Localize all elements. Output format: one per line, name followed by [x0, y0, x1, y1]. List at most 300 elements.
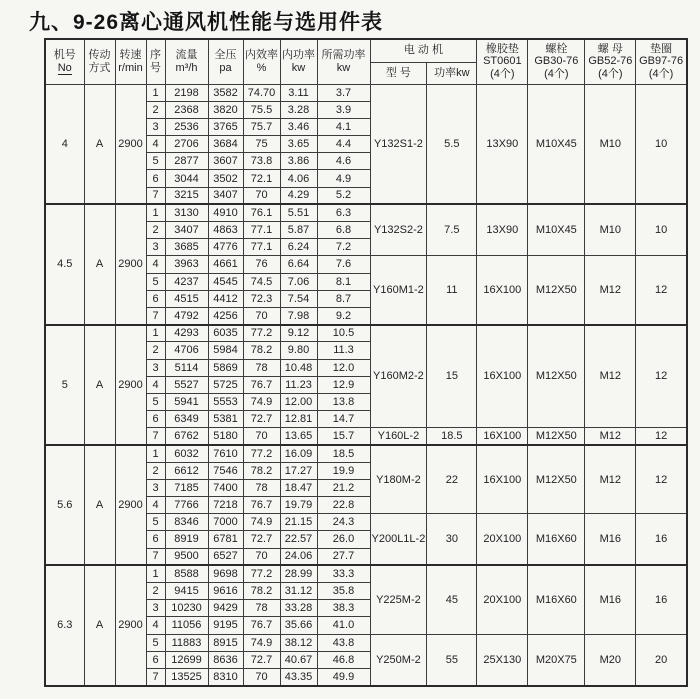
- cell-pressure: 3407: [208, 187, 243, 204]
- cell-eff: 75.7: [243, 118, 280, 135]
- cell-seq: 6: [146, 411, 165, 428]
- cell-flow: 2536: [165, 118, 208, 135]
- cell-flow: 4792: [165, 307, 208, 324]
- cell-req: 22.8: [317, 497, 370, 514]
- cell-motor-nut: M12: [585, 325, 636, 428]
- cell-motor-model: Y160M2-2: [370, 325, 427, 428]
- cell-pressure: 5725: [208, 376, 243, 393]
- cell-seq: 7: [146, 428, 165, 445]
- cell-power: 43.35: [280, 668, 317, 685]
- cell-motor-bolt: M10X45: [528, 204, 585, 256]
- cell-motor-kw: 45: [427, 565, 477, 634]
- cell-req: 4.6: [317, 153, 370, 170]
- cell-eff: 76.1: [243, 204, 280, 221]
- cell-pressure: 4863: [208, 222, 243, 239]
- cell-req: 19.9: [317, 462, 370, 479]
- cell-power: 3.28: [280, 101, 317, 118]
- cell-req: 9.2: [317, 307, 370, 324]
- cell-req: 38.3: [317, 600, 370, 617]
- cell-power: 22.57: [280, 531, 317, 548]
- cell-motor-pad: 20X100: [477, 514, 528, 566]
- cell-seq: 4: [146, 497, 165, 514]
- cell-req: 26.0: [317, 531, 370, 548]
- cell-power: 31.12: [280, 582, 317, 599]
- cell-pressure: 9698: [208, 565, 243, 582]
- cell-pressure: 8636: [208, 651, 243, 668]
- cell-flow: 11056: [165, 617, 208, 634]
- cell-drive-mode: A: [84, 445, 115, 565]
- cell-req: 12.9: [317, 376, 370, 393]
- cell-eff: 72.1: [243, 170, 280, 187]
- cell-motor-nut: M12: [585, 428, 636, 445]
- cell-motor-model: Y132S1-2: [370, 84, 427, 204]
- cell-seq: 6: [146, 290, 165, 307]
- cell-motor-model: Y225M-2: [370, 565, 427, 634]
- cell-motor-kw: 30: [427, 514, 477, 566]
- cell-power: 5.51: [280, 204, 317, 221]
- cell-motor-nut: M12: [585, 256, 636, 325]
- page-title: 九、9-26离心通风机性能与选用件表: [29, 11, 384, 34]
- cell-power: 12.81: [280, 411, 317, 428]
- cell-pressure: 6035: [208, 325, 243, 342]
- cell-motor-washer: 12: [636, 325, 687, 428]
- header-no: 机号 No: [45, 39, 84, 84]
- cell-eff: 73.8: [243, 153, 280, 170]
- cell-flow: 6612: [165, 462, 208, 479]
- cell-machine-no: 5: [45, 325, 84, 445]
- cell-motor-kw: 22: [427, 445, 477, 514]
- cell-seq: 6: [146, 531, 165, 548]
- header-efficiency: 内效率 %: [243, 39, 280, 84]
- cell-req: 5.2: [317, 187, 370, 204]
- cell-req: 46.8: [317, 651, 370, 668]
- cell-eff: 74.9: [243, 634, 280, 651]
- cell-rpm: 2900: [115, 565, 146, 685]
- cell-pressure: 4661: [208, 256, 243, 273]
- cell-seq: 4: [146, 256, 165, 273]
- cell-power: 18.47: [280, 479, 317, 496]
- cell-drive-mode: A: [84, 325, 115, 445]
- cell-seq: 1: [146, 204, 165, 221]
- cell-req: 43.8: [317, 634, 370, 651]
- header-nut: 螺 母 GB52-76 (4个): [585, 39, 636, 84]
- cell-motor-kw: 18.5: [427, 428, 477, 445]
- header-rpm: 转速 r/min: [115, 39, 146, 84]
- cell-motor-pad: 16X100: [477, 445, 528, 514]
- cell-eff: 76: [243, 256, 280, 273]
- header-washer: 垫圈 GB97-76 (4个): [636, 39, 687, 84]
- cell-motor-nut: M10: [585, 84, 636, 204]
- cell-flow: 4515: [165, 290, 208, 307]
- cell-power: 9.12: [280, 325, 317, 342]
- cell-power: 35.66: [280, 617, 317, 634]
- cell-pressure: 5381: [208, 411, 243, 428]
- cell-motor-kw: 11: [427, 256, 477, 325]
- cell-motor-kw: 55: [427, 634, 477, 686]
- cell-eff: 76.7: [243, 497, 280, 514]
- cell-motor-bolt: M12X50: [528, 325, 585, 428]
- cell-pressure: 5180: [208, 428, 243, 445]
- cell-pressure: 6781: [208, 531, 243, 548]
- cell-eff: 77.2: [243, 445, 280, 462]
- header-power: 内功率 kw: [280, 39, 317, 84]
- cell-power: 11.23: [280, 376, 317, 393]
- table-body: [45, 84, 687, 686]
- cell-rpm: 2900: [115, 204, 146, 324]
- cell-eff: 78: [243, 359, 280, 376]
- cell-req: 24.3: [317, 514, 370, 531]
- cell-seq: 3: [146, 479, 165, 496]
- cell-req: 7.6: [317, 256, 370, 273]
- cell-power: 38.12: [280, 634, 317, 651]
- cell-drive-mode: A: [84, 204, 115, 324]
- cell-power: 19.79: [280, 497, 317, 514]
- cell-motor-nut: M10: [585, 204, 636, 256]
- cell-eff: 75: [243, 136, 280, 153]
- cell-seq: 5: [146, 514, 165, 531]
- cell-eff: 70: [243, 307, 280, 324]
- cell-seq: 1: [146, 565, 165, 582]
- cell-eff: 74.9: [243, 514, 280, 531]
- cell-motor-pad: 13X90: [477, 204, 528, 256]
- cell-req: 21.2: [317, 479, 370, 496]
- cell-flow: 9415: [165, 582, 208, 599]
- cell-eff: 72.7: [243, 411, 280, 428]
- cell-machine-no: 6.3: [45, 565, 84, 685]
- cell-motor-model: Y180M-2: [370, 445, 427, 514]
- cell-seq: 2: [146, 462, 165, 479]
- cell-rpm: 2900: [115, 84, 146, 204]
- cell-machine-no: 4.5: [45, 204, 84, 324]
- cell-eff: 77.1: [243, 222, 280, 239]
- cell-power: 21.15: [280, 514, 317, 531]
- cell-req: 8.1: [317, 273, 370, 290]
- cell-pressure: 4412: [208, 290, 243, 307]
- cell-eff: 70: [243, 668, 280, 685]
- cell-seq: 6: [146, 170, 165, 187]
- cell-power: 3.65: [280, 136, 317, 153]
- header-flow: 流量 m³/h: [165, 39, 208, 84]
- cell-req: 8.7: [317, 290, 370, 307]
- cell-flow: 5941: [165, 393, 208, 410]
- cell-pressure: 9616: [208, 582, 243, 599]
- cell-motor-washer: 10: [636, 84, 687, 204]
- cell-motor-washer: 20: [636, 634, 687, 686]
- cell-req: 13.8: [317, 393, 370, 410]
- cell-req: 6.8: [317, 222, 370, 239]
- cell-eff: 76.7: [243, 617, 280, 634]
- cell-req: 4.1: [317, 118, 370, 135]
- cell-rpm: 2900: [115, 445, 146, 565]
- cell-pressure: 4545: [208, 273, 243, 290]
- cell-flow: 2198: [165, 84, 208, 101]
- cell-pressure: 3820: [208, 101, 243, 118]
- cell-flow: 6762: [165, 428, 208, 445]
- cell-power: 7.54: [280, 290, 317, 307]
- cell-flow: 4237: [165, 273, 208, 290]
- cell-eff: 78: [243, 479, 280, 496]
- cell-drive-mode: A: [84, 84, 115, 204]
- cell-seq: 4: [146, 376, 165, 393]
- cell-flow: 5527: [165, 376, 208, 393]
- cell-pressure: 7400: [208, 479, 243, 496]
- cell-motor-bolt: M12X50: [528, 256, 585, 325]
- cell-power: 24.06: [280, 548, 317, 565]
- cell-seq: 7: [146, 668, 165, 685]
- cell-seq: 1: [146, 84, 165, 101]
- cell-req: 3.9: [317, 101, 370, 118]
- cell-eff: 78.2: [243, 462, 280, 479]
- cell-seq: 3: [146, 600, 165, 617]
- cell-motor-model: Y160L-2: [370, 428, 427, 445]
- cell-motor-washer: 10: [636, 204, 687, 256]
- cell-pressure: 8915: [208, 634, 243, 651]
- cell-power: 4.29: [280, 187, 317, 204]
- cell-pressure: 5984: [208, 342, 243, 359]
- cell-flow: 6032: [165, 445, 208, 462]
- cell-motor-bolt: M12X50: [528, 445, 585, 514]
- cell-flow: 4293: [165, 325, 208, 342]
- cell-seq: 2: [146, 222, 165, 239]
- cell-motor-pad: 20X100: [477, 565, 528, 634]
- cell-flow: 8919: [165, 531, 208, 548]
- header-motor-model: 型 号: [370, 62, 427, 84]
- cell-req: 49.9: [317, 668, 370, 685]
- cell-power: 9.80: [280, 342, 317, 359]
- cell-motor-pad: 16X100: [477, 428, 528, 445]
- cell-power: 10.48: [280, 359, 317, 376]
- cell-req: 33.3: [317, 565, 370, 582]
- cell-eff: 72.3: [243, 290, 280, 307]
- cell-req: 14.7: [317, 411, 370, 428]
- cell-machine-no: 4: [45, 84, 84, 204]
- cell-power: 7.98: [280, 307, 317, 324]
- cell-pressure: 7218: [208, 497, 243, 514]
- cell-eff: 78.2: [243, 582, 280, 599]
- cell-motor-kw: 15: [427, 325, 477, 428]
- cell-seq: 1: [146, 445, 165, 462]
- cell-power: 33.28: [280, 600, 317, 617]
- cell-req: 12.0: [317, 359, 370, 376]
- cell-eff: 75.5: [243, 101, 280, 118]
- cell-flow: 3963: [165, 256, 208, 273]
- cell-pressure: 4910: [208, 204, 243, 221]
- cell-pressure: 4256: [208, 307, 243, 324]
- table-row: [45, 84, 687, 101]
- cell-power: 4.06: [280, 170, 317, 187]
- cell-motor-pad: 25X130: [477, 634, 528, 686]
- cell-eff: 77.1: [243, 239, 280, 256]
- cell-power: 3.46: [280, 118, 317, 135]
- cell-flow: 10230: [165, 600, 208, 617]
- cell-flow: 3407: [165, 222, 208, 239]
- cell-motor-pad: 16X100: [477, 256, 528, 325]
- cell-motor-nut: M16: [585, 514, 636, 566]
- cell-motor-bolt: M16X60: [528, 565, 585, 634]
- cell-pressure: 3607: [208, 153, 243, 170]
- cell-motor-washer: 12: [636, 428, 687, 445]
- cell-pressure: 6527: [208, 548, 243, 565]
- cell-req: 15.7: [317, 428, 370, 445]
- cell-pressure: 4776: [208, 239, 243, 256]
- table-row: [45, 565, 687, 582]
- cell-motor-washer: 16: [636, 514, 687, 566]
- cell-flow: 6349: [165, 411, 208, 428]
- cell-flow: 3044: [165, 170, 208, 187]
- cell-motor-nut: M16: [585, 565, 636, 634]
- cell-motor-nut: M20: [585, 634, 636, 686]
- cell-power: 12.00: [280, 393, 317, 410]
- cell-power: 6.64: [280, 256, 317, 273]
- cell-drive-mode: A: [84, 565, 115, 685]
- cell-seq: 2: [146, 101, 165, 118]
- cell-rpm: 2900: [115, 325, 146, 445]
- cell-power: 3.11: [280, 84, 317, 101]
- cell-motor-nut: M12: [585, 445, 636, 514]
- cell-seq: 6: [146, 651, 165, 668]
- cell-seq: 2: [146, 342, 165, 359]
- cell-seq: 5: [146, 393, 165, 410]
- cell-motor-model: Y250M-2: [370, 634, 427, 686]
- cell-seq: 5: [146, 273, 165, 290]
- cell-flow: 9500: [165, 548, 208, 565]
- cell-eff: 74.9: [243, 393, 280, 410]
- cell-eff: 78: [243, 600, 280, 617]
- cell-flow: 11883: [165, 634, 208, 651]
- cell-motor-pad: 13X90: [477, 84, 528, 204]
- cell-motor-bolt: M10X45: [528, 84, 585, 204]
- cell-power: 28.99: [280, 565, 317, 582]
- header-required-power: 所需功率 kw: [317, 39, 370, 84]
- header-rubber-pad: 橡胶垫 ST0601 (4个): [477, 39, 528, 84]
- cell-pressure: 7610: [208, 445, 243, 462]
- header-motor: 电 动 机: [370, 39, 477, 62]
- header-seq: 序 号: [146, 39, 165, 84]
- cell-flow: 12699: [165, 651, 208, 668]
- cell-power: 16.09: [280, 445, 317, 462]
- cell-req: 4.9: [317, 170, 370, 187]
- cell-pressure: 8310: [208, 668, 243, 685]
- cell-pressure: 9195: [208, 617, 243, 634]
- cell-seq: 7: [146, 307, 165, 324]
- cell-flow: 2706: [165, 136, 208, 153]
- cell-req: 3.7: [317, 84, 370, 101]
- cell-seq: 7: [146, 548, 165, 565]
- cell-eff: 72.7: [243, 651, 280, 668]
- cell-req: 35.8: [317, 582, 370, 599]
- cell-seq: 3: [146, 359, 165, 376]
- cell-req: 11.3: [317, 342, 370, 359]
- cell-eff: 70: [243, 428, 280, 445]
- cell-motor-pad: 16X100: [477, 325, 528, 428]
- cell-eff: 74.5: [243, 273, 280, 290]
- cell-motor-kw: 5.5: [427, 84, 477, 204]
- cell-seq: 1: [146, 325, 165, 342]
- cell-motor-washer: 16: [636, 565, 687, 634]
- cell-power: 6.24: [280, 239, 317, 256]
- cell-seq: 4: [146, 136, 165, 153]
- cell-seq: 2: [146, 582, 165, 599]
- cell-motor-model: Y200L1L-2: [370, 514, 427, 566]
- header-bolt: 螺栓 GB30-76 (4个): [528, 39, 585, 84]
- cell-motor-bolt: M12X50: [528, 428, 585, 445]
- cell-req: 4.4: [317, 136, 370, 153]
- table-row: [45, 325, 687, 342]
- cell-pressure: 5553: [208, 393, 243, 410]
- cell-req: 27.7: [317, 548, 370, 565]
- cell-eff: 76.7: [243, 376, 280, 393]
- cell-req: 7.2: [317, 239, 370, 256]
- cell-seq: 4: [146, 617, 165, 634]
- cell-pressure: 7000: [208, 514, 243, 531]
- cell-req: 10.5: [317, 325, 370, 342]
- header-pressure: 全压 pa: [208, 39, 243, 84]
- header-drive: 传动 方式: [84, 39, 115, 84]
- cell-power: 17.27: [280, 462, 317, 479]
- cell-flow: 3685: [165, 239, 208, 256]
- cell-flow: 7766: [165, 497, 208, 514]
- table-header: [45, 39, 687, 84]
- cell-pressure: 3502: [208, 170, 243, 187]
- cell-pressure: 3765: [208, 118, 243, 135]
- cell-power: 13.65: [280, 428, 317, 445]
- cell-motor-washer: 12: [636, 256, 687, 325]
- cell-pressure: 9429: [208, 600, 243, 617]
- cell-pressure: 5869: [208, 359, 243, 376]
- cell-pressure: 3684: [208, 136, 243, 153]
- cell-eff: 78.2: [243, 342, 280, 359]
- cell-machine-no: 5.6: [45, 445, 84, 565]
- cell-flow: 3215: [165, 187, 208, 204]
- cell-flow: 2368: [165, 101, 208, 118]
- cell-motor-bolt: M20X75: [528, 634, 585, 686]
- cell-eff: 70: [243, 187, 280, 204]
- cell-power: 7.06: [280, 273, 317, 290]
- cell-eff: 70: [243, 548, 280, 565]
- header-motor-kw: 功率kw: [427, 62, 477, 84]
- cell-flow: 5114: [165, 359, 208, 376]
- cell-flow: 3130: [165, 204, 208, 221]
- cell-power: 5.87: [280, 222, 317, 239]
- cell-motor-model: Y160M1-2: [370, 256, 427, 325]
- table-row: [45, 204, 687, 221]
- fan-performance-table: [44, 38, 688, 687]
- cell-seq: 5: [146, 634, 165, 651]
- cell-pressure: 3582: [208, 84, 243, 101]
- cell-seq: 3: [146, 239, 165, 256]
- cell-flow: 4706: [165, 342, 208, 359]
- cell-eff: 77.2: [243, 565, 280, 582]
- cell-motor-model: Y132S2-2: [370, 204, 427, 256]
- cell-seq: 3: [146, 118, 165, 135]
- cell-flow: 2877: [165, 153, 208, 170]
- cell-motor-washer: 12: [636, 445, 687, 514]
- cell-flow: 8346: [165, 514, 208, 531]
- cell-req: 18.5: [317, 445, 370, 462]
- cell-power: 3.86: [280, 153, 317, 170]
- cell-motor-bolt: M16X60: [528, 514, 585, 566]
- cell-eff: 72.7: [243, 531, 280, 548]
- table-row: [45, 445, 687, 462]
- cell-seq: 7: [146, 187, 165, 204]
- cell-seq: 5: [146, 153, 165, 170]
- cell-flow: 13525: [165, 668, 208, 685]
- cell-req: 41.0: [317, 617, 370, 634]
- cell-motor-kw: 7.5: [427, 204, 477, 256]
- cell-flow: 7185: [165, 479, 208, 496]
- cell-power: 40.67: [280, 651, 317, 668]
- cell-pressure: 7546: [208, 462, 243, 479]
